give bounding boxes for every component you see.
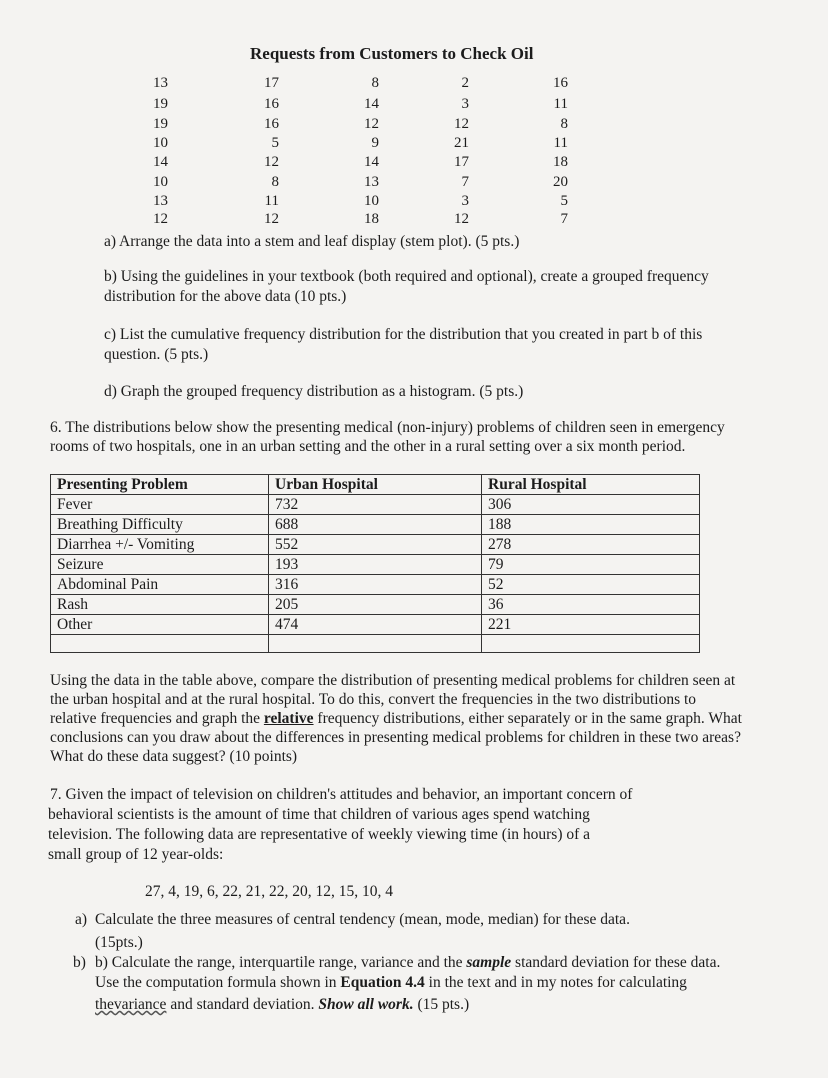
header-urban-hospital: Urban Hospital	[269, 475, 482, 495]
q5-part-a: a) Arrange the data into a stem and leaf display (stem plot). (5 pts.)	[104, 233, 520, 250]
oil-data-cell: 13	[364, 174, 379, 190]
oil-data-cell: 14	[364, 154, 379, 170]
q5-part-d: d) Graph the grouped frequency distribution as a histogram. (5 pts.)	[104, 383, 524, 400]
blank-cell	[51, 635, 269, 653]
relative-emphasis: relative	[263, 710, 314, 727]
header-presenting-problem: Presenting Problem	[51, 475, 269, 495]
oil-data-cell: 12	[264, 211, 279, 227]
q6-intro-line2: rooms of two hospitals, one in an urban setting and the other in a rural setting over a six month period.	[50, 438, 686, 455]
urban-cell: 688	[269, 515, 482, 535]
oil-data-cell: 9	[371, 135, 379, 151]
oil-data-cell: 16	[264, 116, 279, 132]
q5-part-c-line1: c) List the cumulative frequency distribution for the distribution that you created in part b of this	[104, 326, 703, 343]
oil-data-cell: 2	[461, 75, 469, 91]
q6-para-line3	[50, 709, 742, 729]
table-header-row	[51, 475, 700, 495]
q7-viewing-data: 27, 4, 19, 6, 22, 21, 22, 20, 12, 15, 10, 4	[145, 883, 393, 900]
rural-cell: 52	[482, 575, 700, 595]
oil-data-cell: 10	[364, 193, 379, 209]
q7-part-b-line1	[95, 953, 720, 973]
table-row	[51, 535, 700, 555]
table-row	[51, 495, 700, 515]
q6-para-line2: the urban hospital and at the rural hospital. To do this, convert the frequencies in the two distributions to	[50, 691, 697, 708]
oil-data-cell: 13	[153, 193, 168, 209]
rural-cell: 79	[482, 555, 700, 575]
oil-data-cell: 11	[264, 193, 279, 209]
q7-intro-line1: 7. Given the impact of television on children's attitudes and behavior, an important concern of	[50, 786, 633, 803]
rural-cell: 278	[482, 535, 700, 555]
oil-data-cell: 13	[153, 75, 168, 91]
oil-data-cell: 14	[364, 96, 379, 112]
problem-cell: Abdominal Pain	[51, 575, 269, 595]
q7-intro-line3: television. The following data are representative of weekly viewing time (in hours) of a	[48, 826, 591, 843]
problem-cell: Seizure	[51, 555, 269, 575]
oil-data-cell: 18	[364, 211, 379, 227]
hospital-table	[50, 474, 700, 653]
oil-data-cell: 16	[264, 96, 279, 112]
rural-cell: 188	[482, 515, 700, 535]
q5-part-c-line2: question. (5 pts.)	[104, 346, 209, 363]
q6-para-line3-post: frequency distributions, either separately or in the same graph. What	[313, 710, 742, 727]
table-row	[51, 615, 700, 635]
oil-data-cell: 14	[153, 154, 168, 170]
oil-data-cell: 7	[560, 211, 568, 227]
q7-intro-line2: behavioral scientists is the amount of time that children of various ages spend watching	[48, 806, 590, 823]
urban-cell: 474	[269, 615, 482, 635]
oil-data-cell: 5	[560, 193, 568, 209]
table-blank-row	[51, 635, 700, 653]
header-rural-hospital: Rural Hospital	[482, 475, 700, 495]
blank-cell	[482, 635, 700, 653]
q6-para-line3-pre: relative frequencies and graph the	[50, 710, 264, 727]
q6-intro-line1: 6. The distributions below show the presenting medical (non-injury) problems of children seen in emergency	[50, 419, 725, 436]
q7-part-a-label: a)	[75, 911, 88, 928]
blank-cell	[269, 635, 482, 653]
oil-data-cell: 17	[264, 75, 279, 91]
oil-data-cell: 10	[153, 174, 168, 190]
oil-data-cell: 12	[264, 154, 279, 170]
q5-part-b-line2: distribution for the above data (10 pts.)	[104, 288, 347, 305]
sample-emphasis: sample	[466, 954, 512, 971]
q6-para-line1: Using the data in the table above, compare the distribution of presenting medical problems for children seen at	[50, 672, 736, 689]
oil-data-cell: 8	[271, 174, 279, 190]
oil-data-cell: 19	[153, 116, 168, 132]
q7-intro-line4: small group of 12 year-olds:	[48, 846, 224, 863]
table-row	[51, 595, 700, 615]
oil-data-cell: 12	[454, 116, 469, 132]
q7-b2-post: in the text and in my notes for calculating	[424, 974, 687, 991]
q6-para-line5: What do these data suggest? (10 points)	[50, 748, 298, 765]
problem-cell: Breathing Difficulty	[51, 515, 269, 535]
q7-part-a-line1: Calculate the three measures of central tendency (mean, mode, median) for these data.	[95, 911, 630, 928]
problem-cell: Diarrhea +/- Vomiting	[51, 535, 269, 555]
oil-data-title: Requests from Customers to Check Oil	[250, 44, 534, 63]
urban-cell: 552	[269, 535, 482, 555]
rural-cell: 306	[482, 495, 700, 515]
table-row	[51, 515, 700, 535]
oil-data-cell: 17	[454, 154, 469, 170]
oil-data-cell: 18	[553, 154, 568, 170]
rural-cell: 36	[482, 595, 700, 615]
oil-data-cell: 5	[271, 135, 279, 151]
q7-b2-pre: Use the computation formula shown in	[95, 974, 341, 991]
oil-data-cell: 16	[553, 75, 568, 91]
equation-reference: Equation 4.4	[340, 974, 425, 991]
urban-cell: 316	[269, 575, 482, 595]
problem-cell: Fever	[51, 495, 269, 515]
q7-part-b-line2	[95, 973, 687, 993]
oil-data-cell: 8	[371, 75, 379, 91]
oil-data-cell: 12	[153, 211, 168, 227]
q6-para-line4: conclusions can you draw about the differences in presenting medical problems for children in these two areas?	[50, 729, 741, 746]
table-row	[51, 555, 700, 575]
urban-cell: 732	[269, 495, 482, 515]
oil-data-cell: 3	[461, 193, 469, 209]
oil-data-cell: 12	[364, 116, 379, 132]
oil-data-cell: 3	[461, 96, 469, 112]
q7-part-a-line2: (15pts.)	[95, 934, 143, 951]
q7-b1-post: standard deviation for these data.	[511, 954, 721, 971]
oil-data-cell: 11	[553, 96, 568, 112]
oil-data-cell: 20	[553, 174, 568, 190]
oil-data-cell: 11	[553, 135, 568, 151]
q7-b3-mid: and standard deviation.	[166, 996, 319, 1013]
oil-data-cell: 7	[461, 174, 469, 190]
q7-b3-post: (15 pts.)	[413, 996, 470, 1013]
oil-data-cell: 21	[454, 135, 469, 151]
q5-part-b-line1: b) Using the guidelines in your textbook (both required and optional), create a grouped frequency	[104, 268, 709, 285]
table-row	[51, 575, 700, 595]
urban-cell: 193	[269, 555, 482, 575]
urban-cell: 205	[269, 595, 482, 615]
problem-cell: Other	[51, 615, 269, 635]
q7-part-b-label: b)	[73, 954, 86, 971]
problem-cell: Rash	[51, 595, 269, 615]
oil-data-cell: 12	[454, 211, 469, 227]
oil-data-cell: 10	[153, 135, 168, 151]
show-work-emphasis: Show all work.	[318, 996, 414, 1013]
thevariance-word: thevariance	[95, 996, 167, 1013]
oil-data-cell: 8	[560, 116, 568, 132]
oil-data-cell: 19	[153, 96, 168, 112]
q7-part-b-line3	[95, 995, 469, 1015]
q7-b1-pre: b) Calculate the range, interquartile range, variance and the	[95, 954, 467, 971]
rural-cell: 221	[482, 615, 700, 635]
